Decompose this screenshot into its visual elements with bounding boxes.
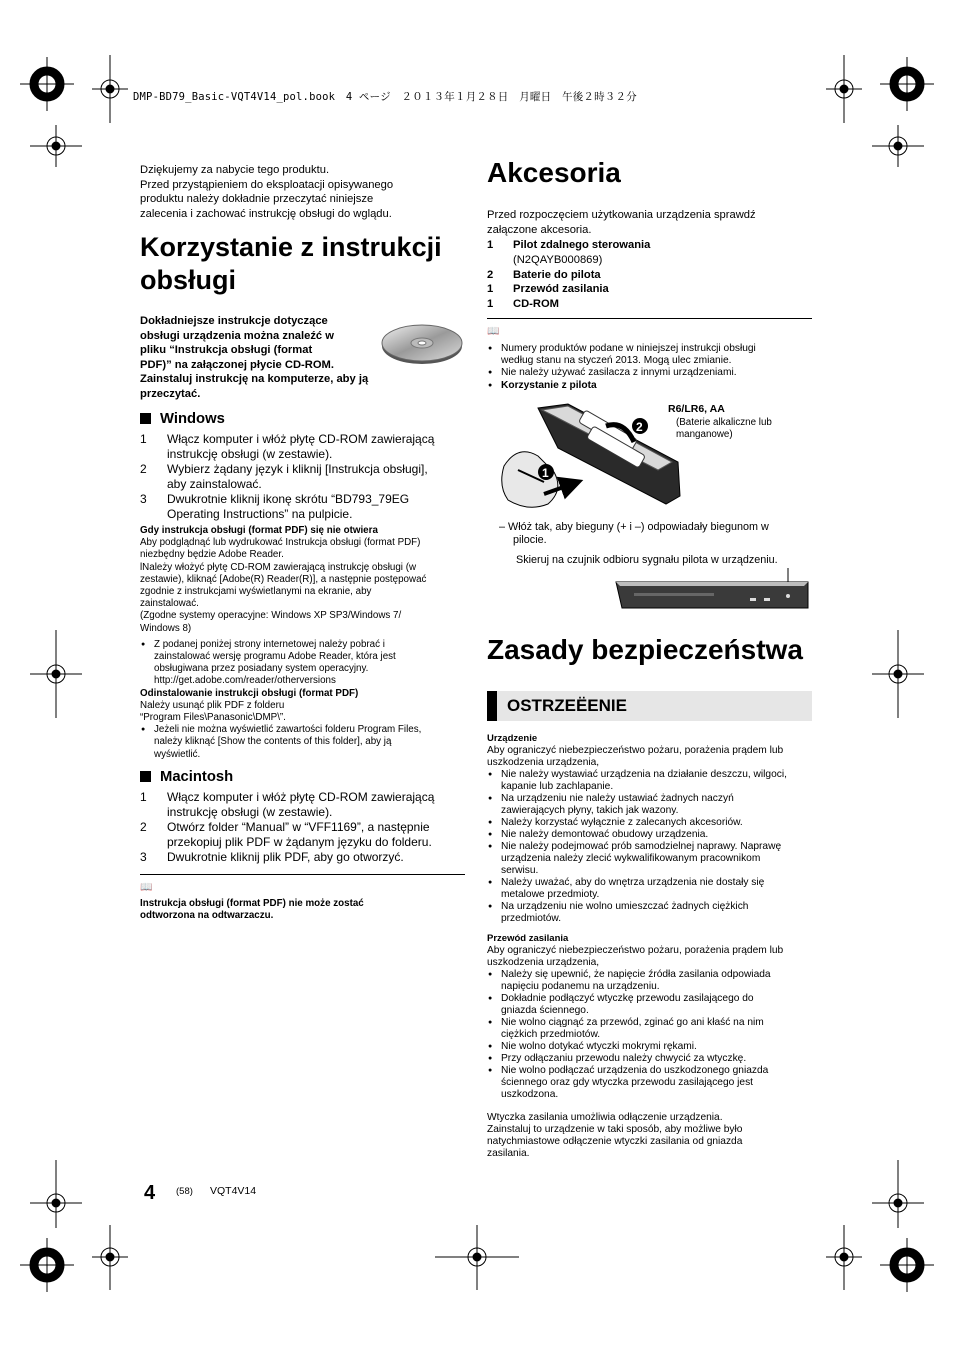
text-line: Zainstaluj to urządzenie w taki sposób, aby możliwe było	[487, 1124, 743, 1135]
text-line: zainstalować.	[140, 598, 199, 610]
list-item	[487, 268, 817, 283]
step-item	[140, 492, 465, 522]
safety-title: Zasady bezpieczeństwa	[487, 634, 803, 665]
step-number: 3	[140, 850, 147, 865]
step-text: Włącz komputer i włóż płytę CD-ROM zawierającą	[167, 790, 435, 804]
text-line: Należy usunąć plik PDF z folderu	[140, 699, 285, 711]
step-text: Dwukrotnie kliknij plik PDF, aby go otworzyć.	[167, 850, 404, 865]
text-line: ● Nie wolno podłączać urządzenia do uszkodzonego gniazda	[501, 1065, 769, 1076]
accessories-notes	[487, 343, 817, 392]
book-icon: 📖	[487, 326, 500, 337]
list-item	[487, 367, 817, 379]
step-number: 3	[140, 492, 147, 507]
item-name: Przewód zasilania	[513, 283, 609, 296]
list-item	[487, 1065, 817, 1101]
square-bullet-icon	[140, 771, 151, 782]
text-line: ● Nie wolno ciągnąć za przewód, zginać go ani kłaść na nim	[501, 1017, 764, 1028]
accessories-intro	[487, 208, 817, 237]
warning-text: OSTRZEËENIE	[507, 696, 627, 715]
step-text: Otwórz folder “Manual” w “VFF1169”, a następnie	[167, 820, 430, 835]
title-line: Korzystanie z instrukcji	[140, 232, 442, 262]
text-line: – Włóż tak, aby bieguny (+ i –) odpowiadały biegunom w	[499, 521, 769, 533]
text-line: Windows 8)	[140, 622, 192, 634]
intro-line: zalecenia i zachować instrukcję obsługi do wglądu.	[140, 207, 392, 220]
text-line: zainstalować wersję programu Adobe Reader, która jest	[154, 651, 396, 663]
text-line: ● Z podanej poniżej strony internetowej należy pobrać i	[154, 638, 385, 650]
step-text: Dwukrotnie kliknij ikonę skrótu “BD793_79EG	[167, 492, 410, 507]
title-line: obsługi	[140, 265, 236, 295]
manual-title	[140, 231, 470, 297]
text-line: należy kliknąć [Show the contents of this folder], aby ją	[154, 736, 392, 748]
step-number: 2	[140, 820, 147, 835]
battery-note: (Baterie alkaliczne lub	[676, 417, 772, 428]
step-item	[140, 850, 465, 865]
step-number: 1	[140, 432, 147, 446]
text-line: według stanu na styczeń 2013. Mogą ulec zmianie.	[501, 355, 732, 367]
page-sub-number: (58)	[176, 1186, 193, 1197]
text-line: lNależy włożyć płytę CD-ROM zawierającą instrukcję obsługi (w	[140, 561, 417, 573]
text-line: ● Na urządzeniu nie należy ustawiać żadnych naczyń	[501, 793, 734, 804]
text-line: ciężkich przedmiotów.	[501, 1029, 601, 1040]
subheading: Urządzenie	[487, 733, 538, 744]
text-line: napięciu podanemu na urządzeniu.	[501, 981, 660, 992]
text-line: Aby podglądnąć lub wydrukować Instrukcja obsługi (format PDF)	[140, 537, 421, 549]
item-name: CD-ROM	[513, 298, 559, 311]
subheading: Odinstalowanie instrukcji obsługi (format PDF)	[140, 687, 359, 699]
list-item	[487, 297, 817, 312]
quantity: 1	[487, 239, 494, 251]
intro-text	[140, 163, 470, 221]
cd-rom-icon	[378, 322, 466, 366]
divider	[140, 874, 465, 875]
bold-line: Zainstaluj instrukcję na komputerze, aby ją	[140, 373, 369, 386]
bullet-list	[140, 639, 470, 688]
text-line: uszkodzona.	[501, 1089, 559, 1100]
step-number: 2	[140, 462, 147, 477]
step-text: aby zainstalować.	[167, 476, 262, 491]
document-code: VQT4V14	[210, 1185, 257, 1197]
text-line: Aby ograniczyć niebezpieczeństwo pożaru, porażenia prądem lub	[487, 945, 784, 956]
mac-steps	[140, 790, 465, 865]
adobe-link[interactable]: http://get.adobe.com/reader/otherversions	[154, 675, 336, 687]
heading-text: Macintosh	[160, 769, 234, 785]
list-item	[140, 724, 470, 761]
aim-note: Skieruj na czujnik odbioru sygnału pilota w urządzeniu.	[516, 554, 778, 566]
text-line: ● Przy odłączaniu przewodu należy chwycić za wtyczkę.	[501, 1053, 747, 1064]
list-item	[487, 282, 817, 297]
list-item	[487, 877, 817, 901]
text-line: ● Na urządzeniu nie wolno umieszczać żadnych ciężkich	[501, 901, 749, 912]
text-line: ● Nie należy używać zasilacza z innymi urządzeniami.	[501, 367, 737, 379]
step-text: instrukcję obsługi (w zestawie).	[167, 804, 333, 819]
item-code: (N2QAYB000869)	[513, 253, 603, 266]
text-line: uszkodzenia urządzenia,	[487, 757, 600, 768]
divider	[487, 318, 812, 319]
list-item	[487, 841, 817, 877]
player-illustration	[612, 568, 812, 612]
text-line: urządzenia należy zlecić wykwalifikowanym pracownikom	[501, 853, 761, 864]
windows-steps	[140, 432, 465, 522]
list-item	[487, 1041, 817, 1053]
text-line: ● Nie wolno dotykać wtyczki mokrymi rękami.	[501, 1041, 697, 1052]
text-line: metalowe przedmioty.	[501, 889, 600, 900]
text-line: załączone akcesoria.	[487, 223, 592, 236]
list-item	[487, 817, 817, 829]
list-item	[487, 993, 817, 1017]
text-line: ● Numery produktów podane w niniejszej instrukcji obsługi	[501, 343, 756, 354]
text-line: wyświetlić.	[154, 748, 201, 760]
text-line: natychmiastowe odłączenie wtyczki zasilania od gniazda	[487, 1136, 743, 1147]
text-line: (Zgodne systemy operacyjne: Windows XP SP3/Windows 7/	[140, 610, 402, 622]
quantity: 1	[487, 283, 494, 296]
pdf-fail-section	[140, 525, 470, 761]
text-line: ● Nie należy demontować obudowy urządzenia.	[501, 829, 709, 840]
svg-text:2: 2	[636, 420, 643, 434]
svg-text:1: 1	[542, 466, 549, 480]
step-item	[140, 462, 465, 492]
step-text: przekopiuj plik PDF w żądanym języku do folderu.	[167, 834, 432, 849]
step-text: Wybierz żądany język i kliknij [Instrukcja obsługi],	[167, 462, 428, 477]
step-number: 1	[140, 790, 147, 804]
list-item	[487, 1053, 817, 1065]
bold-line: obsługi urządzenia można znaleźć w	[140, 329, 334, 342]
insert-note	[499, 521, 819, 547]
subheading: Gdy instrukcja obsługi (format PDF) się nie otwiera	[140, 525, 378, 536]
battery-label	[668, 403, 818, 441]
text-line: ● Korzystanie z pilota	[501, 379, 597, 391]
text-line: “Program Files\Panasonic\DMP\”.	[140, 712, 286, 724]
item-name: Pilot zdalnego sterowania	[513, 239, 651, 251]
list-item	[487, 1017, 817, 1041]
remote-battery-illustration	[498, 400, 688, 512]
warning-edge	[487, 691, 497, 721]
battery-type: R6/LR6, AA	[668, 403, 725, 415]
list-item	[487, 380, 817, 392]
text-line: ● Jeżeli nie można wyświetlić zawartości folderu Program Files,	[154, 724, 422, 736]
list-item	[487, 969, 817, 993]
windows-heading	[140, 411, 225, 427]
text-line: pilocie.	[513, 534, 547, 546]
text-line: kapanie lub zachlapanie.	[501, 781, 614, 792]
warning-banner	[487, 691, 812, 721]
subheading: Przewód zasilania	[487, 933, 569, 944]
text-line: zgodnie z instrukcjami wyświetlanymi na ekranie, aby	[140, 586, 372, 598]
quantity: 1	[487, 298, 494, 311]
intro-line: Dziękujemy za nabycie tego produktu.	[140, 164, 330, 176]
battery-note: manganowe)	[676, 429, 733, 440]
step-item	[140, 790, 465, 820]
book-header: DMP-BD79_Basic-VQT4V14_pol.book 4 ページ ２０１３年１月２８日 月曜日 午後２時３２分	[133, 91, 637, 103]
bullet-list	[140, 724, 470, 761]
bold-line: przeczytać.	[140, 387, 201, 400]
safety-text	[487, 733, 817, 1160]
bold-line: PDF)” na załączonej płycie CD-ROM.	[140, 358, 334, 371]
text-line: ● Należy korzystać wyłącznie z zalecanych akcesoriów.	[501, 817, 743, 828]
list-item	[487, 793, 817, 817]
text-line: przedmiotów.	[501, 913, 562, 924]
list-item	[487, 343, 817, 367]
text-line: zawierających płyny, takich jak wazony.	[501, 805, 679, 816]
step-text: Operating Instructions” na pulpicie.	[167, 506, 353, 521]
square-bullet-icon	[140, 413, 151, 424]
book-icon: 📖	[140, 882, 153, 893]
step-text: Włącz komputer i włóż płytę CD-ROM zawierającą	[167, 432, 435, 446]
text-line: niezbędny będzie Adobe Reader.	[140, 549, 284, 561]
text-line: zestawie), kliknąć [Adobe(R) Reader(R)], a następnie postępować	[140, 573, 427, 585]
note-text	[140, 898, 470, 922]
list-item	[487, 769, 817, 793]
text-line: uszkodzenia urządzenia,	[487, 957, 600, 968]
step-item	[140, 820, 465, 850]
text-line: gniazda ściennego.	[501, 1005, 589, 1016]
list-item	[487, 901, 817, 925]
list-item	[140, 639, 470, 688]
device-bullets	[487, 769, 817, 925]
text-line: Wtyczka zasilania umożliwia odłączenie urządzenia.	[487, 1112, 723, 1123]
text-line: Przed rozpoczęciem użytkowania urządzenia sprawdź	[487, 209, 756, 221]
accessories-title: Akcesoria	[487, 157, 621, 188]
page-number: 4	[144, 1182, 156, 1204]
list-item	[487, 238, 817, 268]
text-line: ● Nie należy podejmować prób samodzielnej naprawy. Naprawę	[501, 841, 782, 852]
bold-line: pliku “Instrukcja obsługi (format	[140, 344, 313, 357]
item-name: Baterie do pilota	[513, 268, 601, 281]
step-text: instrukcję obsługi (w zestawie).	[167, 446, 333, 461]
cord-bullets	[487, 969, 817, 1101]
heading-text: Windows	[160, 411, 225, 427]
text-line: ściennego oraz gdy wtyczka przewodu zasilającego jest	[501, 1077, 753, 1088]
intro-line: Przed przystąpieniem do eksploatacji opisywanego	[140, 178, 394, 191]
text-line: obsługiwana przez posiadany system operacyjny.	[154, 663, 369, 675]
text-line: ● Należy uważać, aby do wnętrza urządzenia nie dostały się	[501, 877, 765, 888]
text-line: ● Należy się upewnić, że napięcie źródła zasilania odpowiada	[501, 969, 771, 980]
list-item	[487, 829, 817, 841]
step-item	[140, 432, 465, 462]
text-line: ● Dokładnie podłączyć wtyczkę przewodu zasilającego do	[501, 993, 754, 1004]
quantity: 2	[487, 268, 494, 281]
accessories-list	[487, 238, 817, 312]
intro-line: produktu należy dokładnie przeczytać niniejsze	[140, 193, 374, 206]
text-line: odtworzona na odtwarzaczu.	[140, 910, 274, 922]
macintosh-heading	[140, 769, 233, 785]
bold-line: Dokładniejsze instrukcje dotyczące	[140, 315, 328, 327]
text-line: Aby ograniczyć niebezpieczeństwo pożaru, porażenia prądem lub	[487, 745, 784, 756]
text-line: serwisu.	[501, 865, 539, 876]
text-line: ● Nie należy wystawiać urządzenia na działanie deszczu, wilgoci,	[501, 769, 787, 780]
text-line: Instrukcja obsługi (format PDF) nie może zostać	[140, 898, 364, 909]
text-line: zasilania.	[487, 1148, 530, 1159]
